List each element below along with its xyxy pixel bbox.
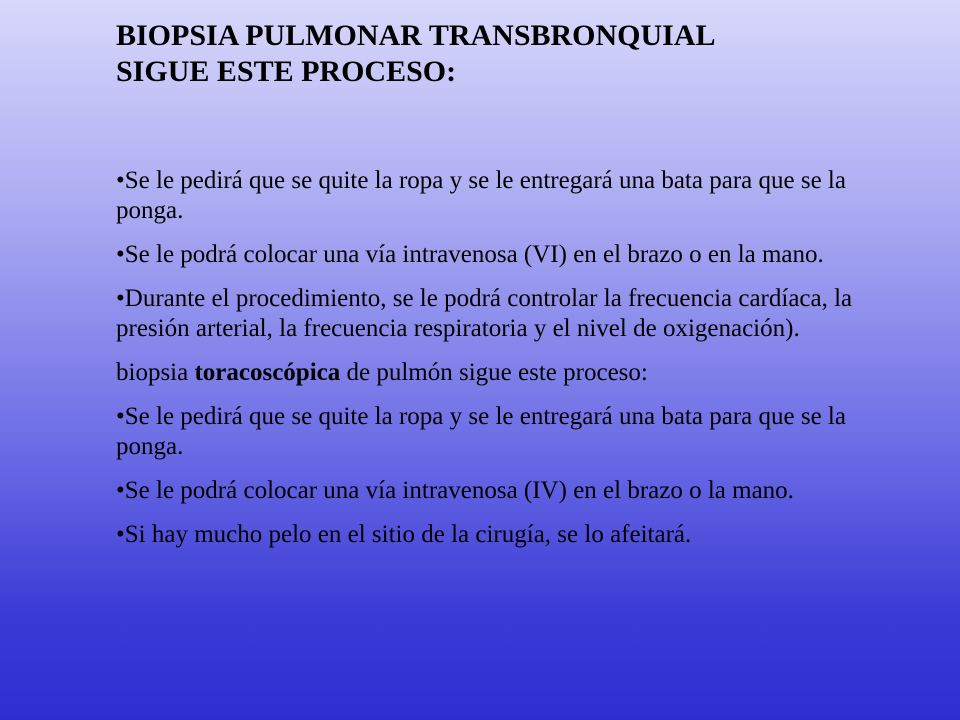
section-subheading xyxy=(116,358,868,388)
slide-body xyxy=(116,166,868,564)
title-line-2: SIGUE ESTE PROCESO: xyxy=(116,55,457,88)
bullet-item: • Se le pedirá que se quite la ropa y se le entregará una bata para que se la ponga. xyxy=(116,402,868,462)
subheading-prefix: biopsia xyxy=(116,359,195,386)
slide-title xyxy=(116,18,916,90)
bullet-item: • Se le podrá colocar una vía intravenosa (IV) en el brazo o la mano. xyxy=(116,476,868,506)
subheading-suffix: de pulmón sigue este proceso: xyxy=(340,359,648,386)
slide-content xyxy=(116,0,936,720)
title-line-1: BIOPSIA PULMONAR TRANSBRONQUIAL xyxy=(116,19,716,52)
subheading-emphasis: toracoscópica xyxy=(194,359,341,386)
bullet-item: • Se le pedirá que se quite la ropa y se le entregará una bata para que se la ponga. xyxy=(116,166,868,226)
bullet-item: • Durante el procedimiento, se le podrá controlar la frecuencia cardíaca, la presión arterial, la frecuencia respiratoria y el nivel de oxigenación). xyxy=(116,284,868,344)
bullet-item: • Si hay mucho pelo en el sitio de la cirugía, se lo afeitará. xyxy=(116,520,868,550)
bullet-item: • Se le podrá colocar una vía intravenosa (VI) en el brazo o en la mano. xyxy=(116,240,868,270)
